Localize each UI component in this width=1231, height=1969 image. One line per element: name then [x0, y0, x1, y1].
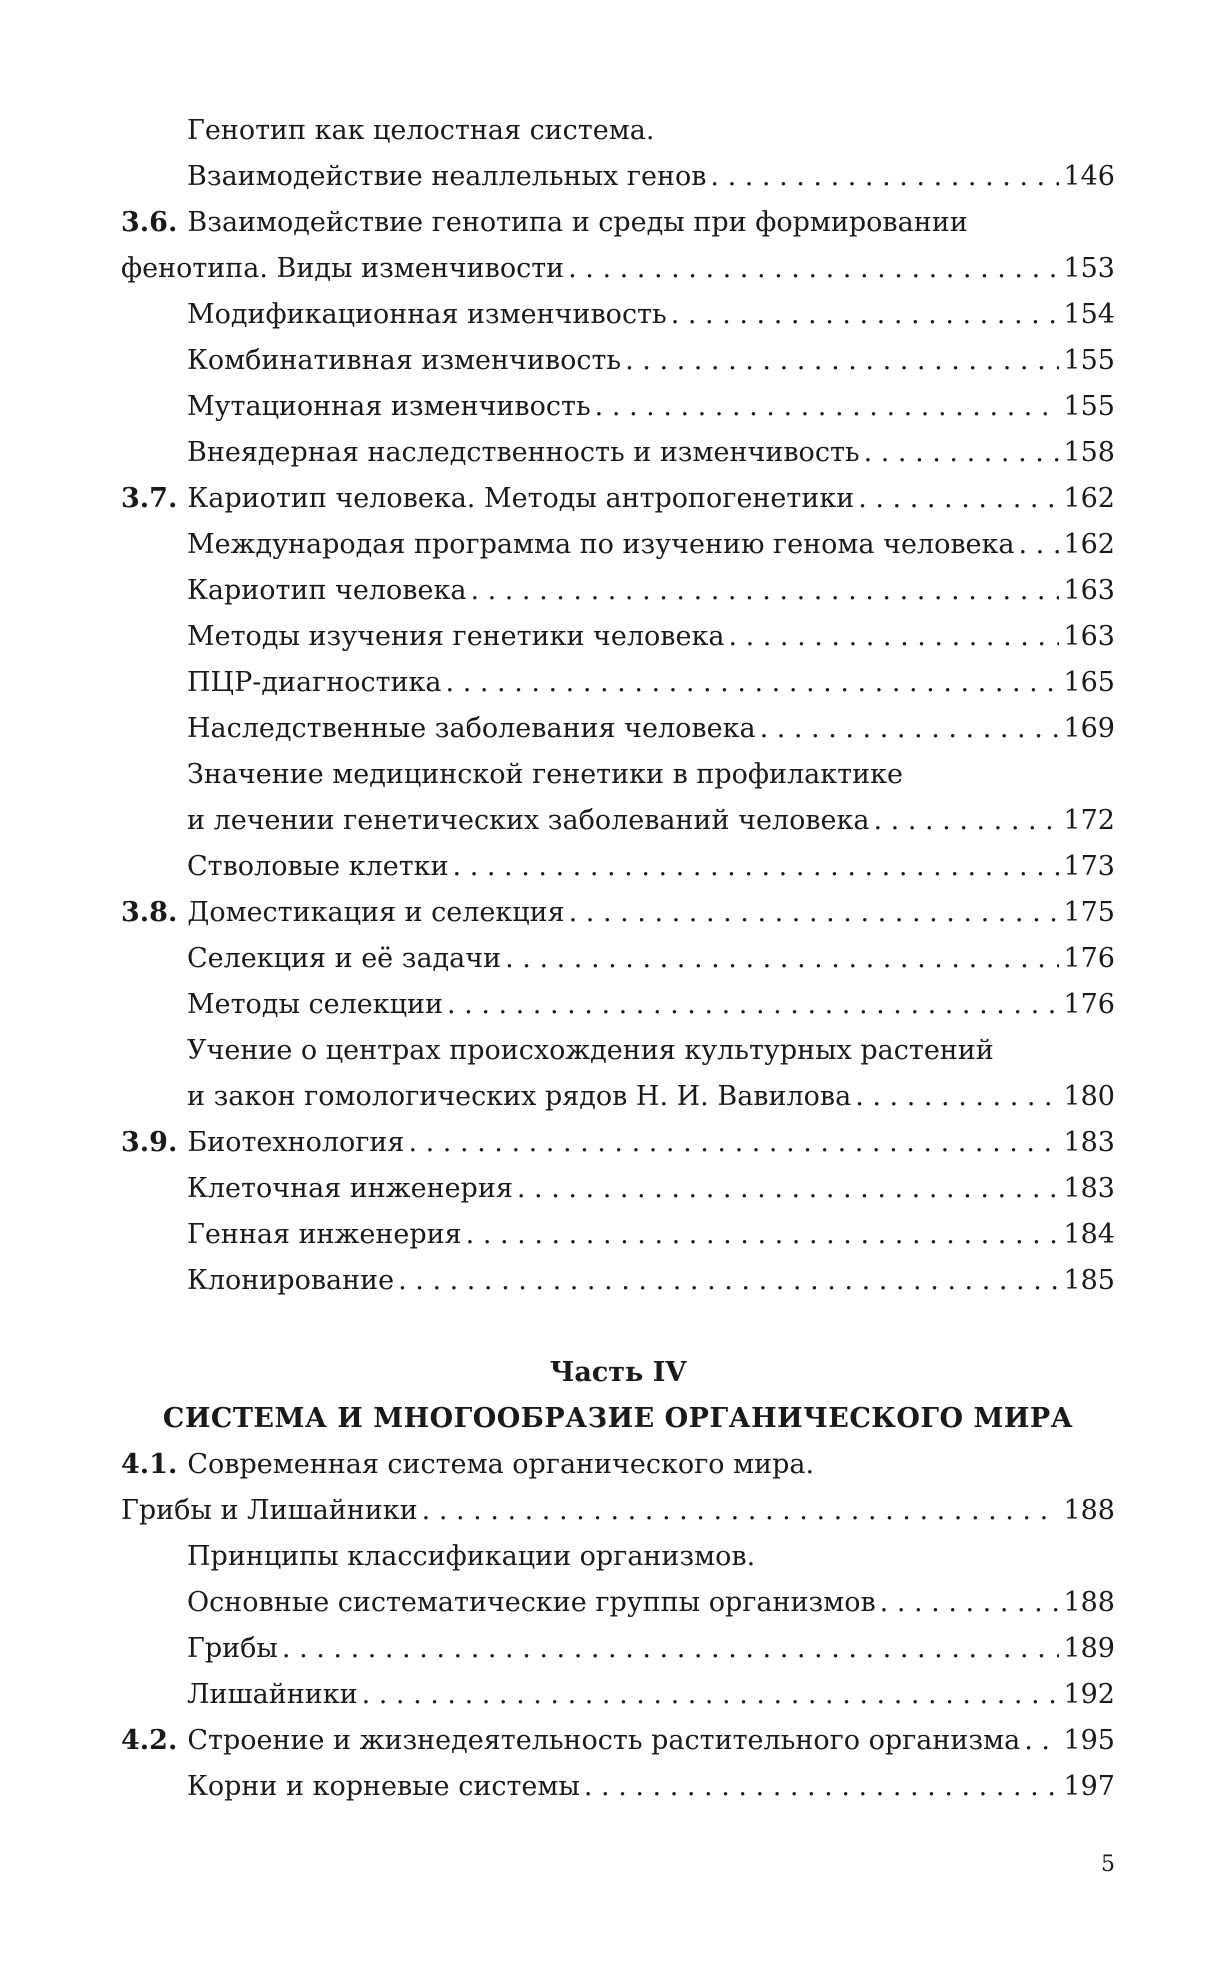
toc-entry — [121, 338, 1115, 384]
entry-title: Кариотип человека. Методы антропогенетики — [187, 483, 855, 514]
toc-entry — [121, 1764, 1115, 1810]
entry-title: Мутационная изменчивость — [187, 391, 591, 422]
entry-page-number: 162 — [1063, 529, 1115, 560]
section-number: 3.6. — [121, 207, 178, 238]
entry-title: Клеточная инженерия — [187, 1173, 513, 1204]
dot-leader — [422, 1488, 1060, 1534]
page-number: 5 — [1101, 1852, 1115, 1877]
dot-leader — [671, 292, 1060, 338]
section-number: 3.9. — [121, 1127, 178, 1158]
toc-entry — [121, 1534, 1115, 1580]
dot-leader — [408, 1120, 1059, 1166]
entry-page-number: 183 — [1063, 1173, 1115, 1204]
entry-title: Внеядерная наследственность и изменчивость — [187, 437, 860, 468]
dot-leader — [466, 1212, 1060, 1258]
entry-title: Селекция и её задачи — [187, 943, 502, 974]
toc-entry — [121, 154, 1115, 200]
toc-entry — [121, 1580, 1115, 1626]
toc-entry — [121, 1442, 1115, 1488]
toc-entry — [121, 384, 1115, 430]
entry-page-number: 162 — [1063, 483, 1115, 514]
toc-entry — [121, 614, 1115, 660]
toc-entry — [121, 936, 1115, 982]
dot-leader — [880, 1580, 1060, 1626]
entry-title: Генная инженерия — [187, 1219, 462, 1250]
entry-title: Биотехнология — [187, 1127, 405, 1158]
entry-title: и лечении генетических заболеваний человека — [187, 805, 870, 836]
entry-title: Строение и жизнедеятельность растительного организма — [187, 1725, 1021, 1756]
entry-title: Генотип как целостная система. — [187, 115, 655, 146]
toc-entry — [121, 1028, 1115, 1074]
dot-leader — [625, 338, 1059, 384]
entry-page-number: 195 — [1063, 1725, 1115, 1756]
entry-page-number: 154 — [1063, 299, 1115, 330]
entry-title: Клонирование — [187, 1265, 395, 1296]
entry-title: Грибы и Лишайники — [121, 1495, 418, 1526]
entry-page-number: 189 — [1063, 1633, 1115, 1664]
entry-title: Международая программа по изучению генома человека — [187, 529, 1015, 560]
toc-entry — [121, 1488, 1115, 1534]
entry-page-number: 184 — [1063, 1219, 1115, 1250]
toc-entry — [121, 430, 1115, 476]
entry-title: Взаимодействие неаллельных генов — [187, 161, 707, 192]
entry-page-number: 176 — [1063, 943, 1115, 974]
entry-page-number: 185 — [1063, 1265, 1115, 1296]
entry-page-number: 180 — [1063, 1081, 1115, 1112]
dot-leader — [446, 660, 1060, 706]
toc-entry — [121, 200, 1115, 246]
toc-block-part-3 — [121, 108, 1115, 1304]
toc-entry — [121, 982, 1115, 1028]
part-title: СИСТЕМА И МНОГООБРАЗИЕ ОРГАНИЧЕСКОГО МИРА — [162, 1403, 1074, 1434]
entry-title: Корни и корневые системы — [187, 1771, 580, 1802]
dot-leader — [595, 384, 1060, 430]
dot-leader — [874, 798, 1060, 844]
toc-entry — [121, 706, 1115, 752]
toc-entry — [121, 890, 1115, 936]
toc-entry — [121, 1166, 1115, 1212]
dot-leader — [855, 1074, 1059, 1120]
entry-title: Модификационная изменчивость — [187, 299, 667, 330]
dot-leader — [1024, 1718, 1059, 1764]
toc-entry — [121, 1672, 1115, 1718]
dot-leader — [760, 706, 1060, 752]
toc-entry — [121, 1626, 1115, 1672]
entry-page-number: 188 — [1063, 1495, 1115, 1526]
toc-entry — [121, 1258, 1115, 1304]
toc-entry — [121, 292, 1115, 338]
entry-title: Современная система органического мира. — [187, 1449, 815, 1480]
dot-leader — [453, 844, 1060, 890]
entry-title: фенотипа. Виды изменчивости — [121, 253, 565, 284]
entry-title: Принципы классификации организмов. — [187, 1541, 756, 1572]
entry-page-number: 163 — [1063, 575, 1115, 606]
entry-title: Методы изучения генетики человека — [187, 621, 725, 652]
entry-page-number: 155 — [1063, 391, 1115, 422]
toc-entry — [121, 476, 1115, 522]
entry-title: и закон гомологических рядов Н. И. Вавилова — [187, 1081, 852, 1112]
section-number: 4.1. — [121, 1449, 178, 1480]
toc-block-part-4 — [121, 1442, 1115, 1810]
entry-page-number: 176 — [1063, 989, 1115, 1020]
section-number: 4.2. — [121, 1725, 178, 1756]
dot-leader — [728, 614, 1059, 660]
entry-title: Грибы — [187, 1633, 278, 1664]
entry-title: Значение медицинской генетики в профилактике — [187, 759, 903, 790]
toc-entry — [121, 1212, 1115, 1258]
toc-entry — [121, 1074, 1115, 1120]
entry-page-number: 175 — [1063, 897, 1115, 928]
dot-leader — [858, 476, 1059, 522]
dot-leader — [864, 430, 1060, 476]
dot-leader — [398, 1258, 1059, 1304]
entry-page-number: 165 — [1063, 667, 1115, 698]
toc-entry — [121, 522, 1115, 568]
entry-title: Методы селекции — [187, 989, 443, 1020]
toc-entry — [121, 660, 1115, 706]
entry-page-number: 163 — [1063, 621, 1115, 652]
dot-leader — [505, 936, 1059, 982]
entry-page-number: 173 — [1063, 851, 1115, 882]
toc-entry — [121, 798, 1115, 844]
entry-title: Комбинативная изменчивость — [187, 345, 622, 376]
entry-title: Лишайники — [187, 1679, 358, 1710]
dot-leader — [569, 890, 1060, 936]
entry-page-number: 192 — [1063, 1679, 1115, 1710]
entry-page-number: 188 — [1063, 1587, 1115, 1618]
entry-page-number: 172 — [1063, 805, 1115, 836]
entry-page-number: 183 — [1063, 1127, 1115, 1158]
dot-leader — [362, 1672, 1060, 1718]
entry-title: Стволовые клетки — [187, 851, 449, 882]
toc-entry — [121, 108, 1115, 154]
part-label: Часть IV — [549, 1357, 687, 1388]
toc-entry — [121, 752, 1115, 798]
entry-title: Наследственные заболевания человека — [187, 713, 756, 744]
section-number: 3.7. — [121, 483, 178, 514]
dot-leader — [447, 982, 1059, 1028]
toc-entry — [121, 1718, 1115, 1764]
toc-entry — [121, 844, 1115, 890]
entry-title: Доместикация и селекция — [187, 897, 565, 928]
entry-page-number: 155 — [1063, 345, 1115, 376]
entry-title: Основные систематические группы организмов — [187, 1587, 876, 1618]
section-number: 3.8. — [121, 897, 178, 928]
dot-leader — [584, 1764, 1060, 1810]
entry-title: ПЦР-диагностика — [187, 667, 442, 698]
entry-page-number: 153 — [1063, 253, 1115, 284]
entry-page-number: 197 — [1063, 1771, 1115, 1802]
dot-leader — [517, 1166, 1060, 1212]
toc-entry — [121, 568, 1115, 614]
table-of-contents — [121, 108, 1115, 1810]
dot-leader — [282, 1626, 1060, 1672]
entry-page-number: 169 — [1063, 713, 1115, 744]
entry-page-number: 146 — [1063, 161, 1115, 192]
dot-leader — [1018, 522, 1059, 568]
entry-title: Учение о центрах происхождения культурных растений — [187, 1035, 994, 1066]
toc-entry — [121, 1120, 1115, 1166]
dot-leader — [710, 154, 1059, 200]
entry-title: Взаимодействие генотипа и среды при формировании — [187, 207, 968, 238]
entry-title: Кариотип человека — [187, 575, 467, 606]
toc-entry — [121, 246, 1115, 292]
entry-page-number: 158 — [1063, 437, 1115, 468]
dot-leader — [470, 568, 1059, 614]
dot-leader — [568, 246, 1059, 292]
